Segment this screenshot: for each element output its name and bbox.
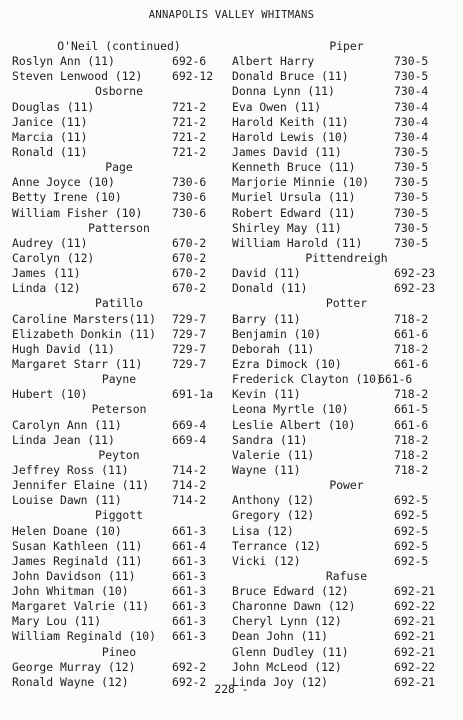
person-name: Carolyn (12) <box>12 250 95 265</box>
person-entry <box>232 387 461 402</box>
person-entry <box>232 357 461 372</box>
person-entry <box>232 115 461 130</box>
reference-code: 661-4 <box>172 538 207 553</box>
surname-heading: Peyton <box>98 447 140 462</box>
reference-code: 730-5 <box>394 54 429 69</box>
reference-code: 730-6 <box>172 190 207 205</box>
person-name: Caroline Marsters(11) <box>12 311 157 326</box>
person-entry <box>232 614 461 629</box>
person-name: Barry (11) <box>232 311 301 326</box>
surname-heading: Page <box>105 160 133 175</box>
reference-code: 661-6 <box>394 356 429 371</box>
person-entry <box>12 418 226 433</box>
person-name: Jennifer Elaine (11) <box>12 478 150 493</box>
person-name: William Fisher (10) <box>12 205 143 220</box>
person-entry <box>12 130 226 145</box>
reference-code: 692-5 <box>394 508 429 523</box>
person-entry <box>232 433 461 448</box>
person-name: Frederick Clayton (10) <box>232 372 383 387</box>
person-name: Ronald (11) <box>12 144 88 159</box>
person-entry <box>12 145 226 160</box>
right-column <box>232 39 461 690</box>
person-name: Marcia (11) <box>12 129 88 144</box>
reference-code: 730-5 <box>394 69 429 84</box>
reference-code: 721-2 <box>172 144 207 159</box>
person-name: Linda Joy (12) <box>232 674 329 689</box>
person-entry <box>232 100 461 115</box>
person-entry <box>12 614 226 629</box>
person-entry <box>232 221 461 236</box>
reference-code: 661-6 <box>394 326 429 341</box>
person-name: Marjorie Minnie (10) <box>232 175 370 190</box>
person-name: Sandra (11) <box>232 432 308 447</box>
person-name: Bruce Edward (12) <box>232 584 349 599</box>
person-entry <box>232 266 461 281</box>
surname-heading: Osborne <box>94 84 143 99</box>
reference-code: 729-7 <box>172 326 207 341</box>
reference-code: 661-3 <box>172 568 207 583</box>
person-entry <box>232 160 461 175</box>
reference-code: 730-6 <box>172 205 207 220</box>
reference-code: 730-5 <box>394 205 429 220</box>
surname-heading: Pineo <box>101 644 137 659</box>
reference-code: 692-21 <box>394 629 436 644</box>
reference-code: 692-22 <box>394 599 436 614</box>
person-name: Donald Bruce (11) <box>232 69 349 84</box>
reference-code: 661-3 <box>172 584 207 599</box>
reference-code: 692-5 <box>394 538 429 553</box>
person-name: Leslie Albert (10) <box>232 417 356 432</box>
reference-code: 692-21 <box>394 614 436 629</box>
person-name: Elizabeth Donkin (11) <box>12 326 157 341</box>
person-name: Leona Myrtle (10) <box>232 402 349 417</box>
reference-code: 670-2 <box>172 266 207 281</box>
reference-code: 718-2 <box>394 462 429 477</box>
reference-code: 692-21 <box>394 674 436 689</box>
person-entry <box>12 342 226 357</box>
person-entry <box>12 266 226 281</box>
person-name: Ronald Wayne (12) <box>12 674 129 689</box>
reference-code: 692-23 <box>394 266 436 281</box>
person-entry <box>232 660 461 675</box>
person-name: Linda Jean (11) <box>12 432 115 447</box>
reference-code: 718-2 <box>394 432 429 447</box>
person-name: Vicki (12) <box>232 553 301 568</box>
person-name: Hugh David (11) <box>12 341 115 356</box>
person-entry <box>12 478 226 493</box>
reference-code: 692-23 <box>394 281 436 296</box>
person-name: Roslyn Ann (11) <box>12 54 115 69</box>
person-name: John McLeod (12) <box>232 659 342 674</box>
person-entry <box>232 493 461 508</box>
person-entry <box>232 54 461 69</box>
person-entry <box>12 493 226 508</box>
surname-heading: Patillo <box>94 296 143 311</box>
person-name: Cheryl Lynn (12) <box>232 614 342 629</box>
person-name: Valerie (11) <box>232 447 315 462</box>
page-number: 228 - <box>214 682 249 696</box>
person-entry <box>12 251 226 266</box>
reference-code: 718-2 <box>394 447 429 462</box>
person-name: John Whitman (10) <box>12 584 129 599</box>
person-name: William Harold (11) <box>232 235 363 250</box>
person-entry <box>12 660 226 675</box>
person-entry <box>12 190 226 205</box>
reference-code: 730-6 <box>172 175 207 190</box>
reference-code: 692-22 <box>394 659 436 674</box>
person-name: Helen Doane (10) <box>12 523 122 538</box>
person-name: Charonne Dawn (12) <box>232 599 356 614</box>
surname-heading: Patterson <box>88 220 150 235</box>
person-entry <box>232 130 461 145</box>
person-entry <box>232 342 461 357</box>
reference-code: 691-1a <box>172 387 214 402</box>
person-entry <box>232 539 461 554</box>
person-name: Shirley May (11) <box>232 220 342 235</box>
person-entry <box>232 463 461 478</box>
reference-code: 661-3 <box>172 553 207 568</box>
reference-code: 730-4 <box>394 84 429 99</box>
reference-code: 730-5 <box>394 175 429 190</box>
reference-code: 721-2 <box>172 99 207 114</box>
person-entry <box>232 554 461 569</box>
surname-heading: Payne <box>101 372 137 387</box>
reference-code: 661-6 <box>394 417 429 432</box>
reference-code: 718-2 <box>394 341 429 356</box>
person-name: Margaret Starr (11) <box>12 356 143 371</box>
reference-code: 730-5 <box>394 235 429 250</box>
left-column <box>12 39 226 690</box>
reference-code: 730-5 <box>394 144 429 159</box>
reference-code: 730-4 <box>394 114 429 129</box>
person-name: Wayne (11) <box>232 462 301 477</box>
person-entry <box>232 175 461 190</box>
person-entry <box>12 524 226 539</box>
person-entry <box>12 54 226 69</box>
person-entry <box>232 629 461 644</box>
person-name: Anne Joyce (10) <box>12 175 115 190</box>
person-name: Anthony (12) <box>232 493 315 508</box>
reference-code: 692-5 <box>394 523 429 538</box>
reference-code: 714-2 <box>172 493 207 508</box>
person-entry <box>12 175 226 190</box>
reference-code: 730-5 <box>394 220 429 235</box>
person-entry <box>12 433 226 448</box>
reference-code: 692-12 <box>172 69 214 84</box>
person-entry <box>12 463 226 478</box>
person-name: John Davidson (11) <box>12 568 136 583</box>
reference-code: 692-6 <box>172 54 207 69</box>
person-entry <box>232 448 461 463</box>
reference-code: 718-2 <box>394 311 429 326</box>
reference-code: 661-5 <box>394 402 429 417</box>
person-entry <box>12 312 226 327</box>
reference-code: 714-2 <box>172 462 207 477</box>
reference-code: 692-2 <box>172 674 207 689</box>
person-entry <box>232 206 461 221</box>
surname-heading: Piggott <box>94 508 143 523</box>
reference-code: 730-5 <box>394 190 429 205</box>
reference-code: 729-7 <box>172 341 207 356</box>
person-name: Harold Keith (11) <box>232 114 349 129</box>
person-name: Eva Owen (11) <box>232 99 322 114</box>
reference-code: 692-5 <box>394 553 429 568</box>
reference-code: 721-2 <box>172 114 207 129</box>
person-name: Dean John (11) <box>232 629 329 644</box>
person-entry <box>232 599 461 614</box>
reference-code: 661-3 <box>172 599 207 614</box>
person-entry <box>232 190 461 205</box>
reference-code: 661-3 <box>172 614 207 629</box>
reference-code: 669-4 <box>172 417 207 432</box>
reference-code: 714-2 <box>172 478 207 493</box>
person-entry <box>232 145 461 160</box>
person-name: Audrey (11) <box>12 235 88 250</box>
surname-heading: Pittendreigh <box>305 250 388 265</box>
person-entry <box>12 281 226 296</box>
person-entry <box>12 327 226 342</box>
reference-code: 661-6 <box>378 372 413 387</box>
person-entry <box>12 569 226 584</box>
reference-code: 692-2 <box>172 659 207 674</box>
reference-code: 730-4 <box>394 99 429 114</box>
person-entry <box>232 584 461 599</box>
person-name: James David (11) <box>232 144 342 159</box>
person-entry <box>232 84 461 99</box>
person-name: Deborah (11) <box>232 341 315 356</box>
person-entry <box>12 115 226 130</box>
page-title: ANNAPOLIS VALLEY WHITMANS <box>148 9 315 21</box>
person-entry <box>232 524 461 539</box>
reference-code: 729-7 <box>172 311 207 326</box>
person-entry <box>12 206 226 221</box>
person-entry <box>12 539 226 554</box>
person-name: Harold Lewis (10) <box>232 129 349 144</box>
person-name: Janice (11) <box>12 114 88 129</box>
person-entry <box>12 69 226 84</box>
person-entry <box>12 599 226 614</box>
person-name: David (11) <box>232 266 301 281</box>
person-name: Benjamin (10) <box>232 326 322 341</box>
person-entry <box>12 100 226 115</box>
person-name: Mary Lou (11) <box>12 614 102 629</box>
reference-code: 692-21 <box>394 584 436 599</box>
person-name: James Reginald (11) <box>12 553 143 568</box>
person-entry <box>232 327 461 342</box>
person-name: Margaret Valrie (11) <box>12 599 150 614</box>
person-name: Carolyn Ann (11) <box>12 417 122 432</box>
person-name: Lisa (12) <box>232 523 294 538</box>
person-name: Donna Lynn (11) <box>232 84 335 99</box>
person-entry <box>12 236 226 251</box>
person-name: Louise Dawn (11) <box>12 493 122 508</box>
reference-code: 718-2 <box>394 387 429 402</box>
person-entry <box>232 402 461 417</box>
person-entry <box>232 508 461 523</box>
person-name: Ezra Dimock (10) <box>232 356 342 371</box>
person-name: William Reginald (10) <box>12 629 157 644</box>
person-name: Steven Lenwood (12) <box>12 69 143 84</box>
person-name: James (11) <box>12 266 81 281</box>
person-entry <box>12 584 226 599</box>
person-name: Jeffrey Ross (11) <box>12 462 129 477</box>
surname-heading: Power <box>329 478 364 493</box>
person-name: Betty Irene (10) <box>12 190 122 205</box>
person-entry <box>232 69 461 84</box>
person-name: Albert Harry <box>232 54 315 69</box>
person-name: Linda (12) <box>12 281 81 296</box>
person-entry <box>232 281 461 296</box>
reference-code: 670-2 <box>172 281 207 296</box>
person-name: Hubert (10) <box>12 387 88 402</box>
surname-heading: Piper <box>329 39 364 53</box>
person-entry <box>12 629 226 644</box>
surname-heading: Potter <box>325 296 368 311</box>
surname-heading: Rafuse <box>325 568 368 583</box>
person-entry <box>232 372 461 387</box>
person-name: Kenneth Bruce (11) <box>232 160 356 175</box>
person-name: George Murray (12) <box>12 659 136 674</box>
person-name: Douglas (11) <box>12 99 95 114</box>
person-entry <box>12 357 226 372</box>
person-name: Robert Edward (11) <box>232 205 356 220</box>
person-name: Gregory (12) <box>232 508 315 523</box>
reference-code: 729-7 <box>172 356 207 371</box>
person-entry <box>232 645 461 660</box>
person-entry <box>12 387 226 402</box>
reference-code: 692-21 <box>394 644 436 659</box>
person-entry <box>232 418 461 433</box>
reference-code: 730-5 <box>394 160 429 175</box>
reference-code: 670-2 <box>172 250 207 265</box>
reference-code: 692-5 <box>394 493 429 508</box>
person-entry <box>12 554 226 569</box>
reference-code: 730-4 <box>394 129 429 144</box>
reference-code: 669-4 <box>172 432 207 447</box>
reference-code: 721-2 <box>172 129 207 144</box>
person-name: Muriel Ursula (11) <box>232 190 356 205</box>
person-name: Terrance (12) <box>232 538 322 553</box>
reference-code: 670-2 <box>172 235 207 250</box>
surname-heading: O'Neil (continued) <box>57 39 181 53</box>
person-name: Donald (11) <box>232 281 308 296</box>
reference-code: 661-3 <box>172 629 207 644</box>
person-name: Glenn Dudley (11) <box>232 644 349 659</box>
surname-heading: Peterson <box>91 402 147 417</box>
person-name: Susan Kathleen (11) <box>12 538 143 553</box>
person-name: Kevin (11) <box>232 387 301 402</box>
person-entry <box>232 312 461 327</box>
reference-code: 661-3 <box>172 523 207 538</box>
person-entry <box>232 236 461 251</box>
